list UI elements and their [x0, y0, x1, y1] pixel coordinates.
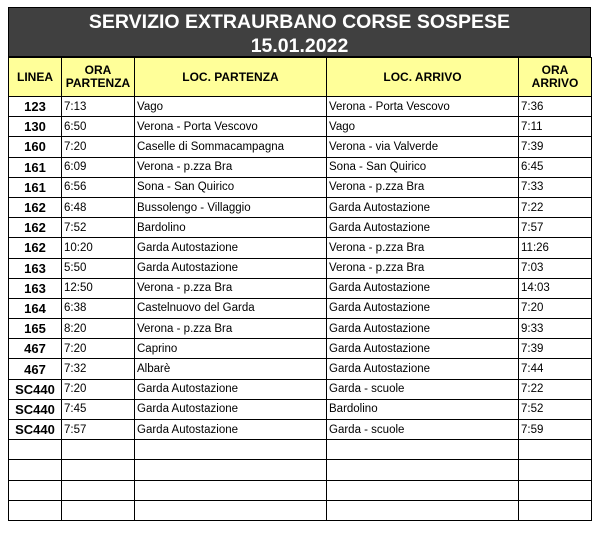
cell-linea: 164 — [9, 298, 62, 318]
cell-linea: 162 — [9, 197, 62, 217]
cell-loc-partenza: Sona - San Quirico — [135, 177, 327, 197]
table-row — [9, 238, 592, 258]
cell-ora-partenza: 7:32 — [62, 359, 135, 379]
cell-loc-arrivo: Verona - p.zza Bra — [327, 238, 519, 258]
cell-loc-arrivo: Garda Autostazione — [327, 339, 519, 359]
table-row — [9, 218, 592, 238]
cell-linea: 130 — [9, 117, 62, 137]
cell-ora-arrivo: 14:03 — [519, 278, 592, 298]
cell-loc-partenza: Garda Autostazione — [135, 420, 327, 440]
cell-ora-arrivo: 7:11 — [519, 117, 592, 137]
cell-linea: 123 — [9, 97, 62, 117]
cell-linea: 467 — [9, 339, 62, 359]
cell-ora-partenza: 7:13 — [62, 97, 135, 117]
cell-ora-partenza: 7:20 — [62, 379, 135, 399]
cell-loc-partenza — [135, 460, 327, 480]
cell-ora-arrivo: 7:03 — [519, 258, 592, 278]
cell-loc-partenza: Verona - Porta Vescovo — [135, 117, 327, 137]
header-ora-arrivo-line1: ORA — [541, 63, 569, 77]
cell-ora-partenza: 7:20 — [62, 339, 135, 359]
cell-ora-arrivo: 7:52 — [519, 399, 592, 419]
cell-loc-arrivo — [327, 440, 519, 460]
cell-ora-arrivo: 7:39 — [519, 137, 592, 157]
cell-loc-arrivo: Garda Autostazione — [327, 197, 519, 217]
table-row — [9, 197, 592, 217]
table-row — [9, 420, 592, 440]
cell-ora-arrivo: 6:45 — [519, 157, 592, 177]
cell-ora-arrivo — [519, 460, 592, 480]
cell-ora-partenza — [62, 460, 135, 480]
cell-ora-partenza: 7:20 — [62, 137, 135, 157]
cell-linea — [9, 500, 62, 520]
table-row — [9, 278, 592, 298]
header-ora-partenza-line2: PARTENZA — [65, 76, 131, 90]
title-date: 15.01.2022 — [250, 35, 349, 57]
cell-loc-partenza: Bardolino — [135, 218, 327, 238]
cell-linea: 163 — [9, 278, 62, 298]
cell-loc-arrivo: Garda Autostazione — [327, 359, 519, 379]
cell-loc-arrivo: Vago — [327, 117, 519, 137]
cell-loc-arrivo: Verona - via Valverde — [327, 137, 519, 157]
cell-loc-arrivo: Garda Autostazione — [327, 319, 519, 339]
cell-linea: SC440 — [9, 399, 62, 419]
cell-ora-partenza: 6:48 — [62, 197, 135, 217]
cell-ora-arrivo: 7:36 — [519, 97, 592, 117]
cell-ora-arrivo: 7:59 — [519, 420, 592, 440]
cell-loc-arrivo: Verona - Porta Vescovo — [327, 97, 519, 117]
cell-loc-partenza: Garda Autostazione — [135, 258, 327, 278]
cell-loc-partenza: Caprino — [135, 339, 327, 359]
cell-loc-partenza: Garda Autostazione — [135, 399, 327, 419]
cell-ora-partenza: 7:57 — [62, 420, 135, 440]
cell-ora-arrivo: 11:26 — [519, 238, 592, 258]
cell-loc-arrivo — [327, 460, 519, 480]
header-loc-arrivo: LOC. ARRIVO — [327, 58, 519, 97]
cell-ora-partenza — [62, 480, 135, 500]
cell-loc-partenza: Bussolengo - Villaggio — [135, 197, 327, 217]
table-row — [9, 137, 592, 157]
cell-linea: 467 — [9, 359, 62, 379]
cell-ora-partenza: 6:38 — [62, 298, 135, 318]
cell-ora-partenza: 6:50 — [62, 117, 135, 137]
cell-loc-arrivo: Garda Autostazione — [327, 278, 519, 298]
table-row — [9, 359, 592, 379]
cell-loc-arrivo: Garda - scuole — [327, 420, 519, 440]
cell-linea: 161 — [9, 177, 62, 197]
header-ora-partenza-line1: ORA — [84, 63, 112, 77]
cell-ora-partenza: 7:52 — [62, 218, 135, 238]
cell-loc-partenza: Garda Autostazione — [135, 379, 327, 399]
cell-loc-arrivo: Bardolino — [327, 399, 519, 419]
cell-loc-arrivo: Garda Autostazione — [327, 298, 519, 318]
table-row — [9, 460, 592, 480]
header-ora-arrivo — [519, 58, 592, 97]
title-line-1: SERVIZIO EXTRAURBANO CORSE SOSPESE — [88, 11, 511, 33]
cell-linea: 161 — [9, 157, 62, 177]
cell-ora-partenza: 10:20 — [62, 238, 135, 258]
table-row — [9, 379, 592, 399]
cell-ora-arrivo: 7:57 — [519, 218, 592, 238]
cell-loc-partenza: Garda Autostazione — [135, 238, 327, 258]
cell-ora-partenza — [62, 440, 135, 460]
cell-loc-partenza: Verona - p.zza Bra — [135, 278, 327, 298]
cell-loc-partenza: Verona - p.zza Bra — [135, 157, 327, 177]
cell-ora-partenza: 6:09 — [62, 157, 135, 177]
cell-linea: 163 — [9, 258, 62, 278]
cell-linea: 165 — [9, 319, 62, 339]
header-loc-partenza: LOC. PARTENZA — [135, 58, 327, 97]
cell-ora-partenza: 7:45 — [62, 399, 135, 419]
cell-loc-partenza: Verona - p.zza Bra — [135, 319, 327, 339]
cell-ora-arrivo: 7:33 — [519, 177, 592, 197]
cell-linea: 160 — [9, 137, 62, 157]
cell-loc-partenza: Albarè — [135, 359, 327, 379]
cell-loc-arrivo: Verona - p.zza Bra — [327, 177, 519, 197]
sheet-title — [8, 7, 591, 57]
cell-loc-partenza — [135, 500, 327, 520]
table-row — [9, 117, 592, 137]
cell-loc-partenza: Vago — [135, 97, 327, 117]
cell-loc-arrivo: Verona - p.zza Bra — [327, 258, 519, 278]
table-row — [9, 258, 592, 278]
cell-ora-arrivo — [519, 500, 592, 520]
cell-ora-arrivo: 9:33 — [519, 319, 592, 339]
table-row — [9, 500, 592, 520]
cell-loc-arrivo: Garda Autostazione — [327, 218, 519, 238]
table-row — [9, 480, 592, 500]
header-linea: LINEA — [9, 58, 62, 97]
header-ora-partenza — [62, 58, 135, 97]
table-row — [9, 97, 592, 117]
trips-table — [8, 57, 592, 521]
cell-ora-partenza: 5:50 — [62, 258, 135, 278]
header-ora-arrivo-line2: ARRIVO — [531, 76, 579, 90]
cell-linea: 162 — [9, 238, 62, 258]
cell-linea — [9, 460, 62, 480]
cell-loc-arrivo — [327, 480, 519, 500]
cell-loc-partenza: Caselle di Sommacampagna — [135, 137, 327, 157]
suspended-trips-sheet — [8, 7, 591, 521]
cell-ora-partenza: 8:20 — [62, 319, 135, 339]
cell-loc-partenza — [135, 480, 327, 500]
cell-ora-partenza — [62, 500, 135, 520]
cell-ora-arrivo: 7:44 — [519, 359, 592, 379]
table-row — [9, 157, 592, 177]
cell-ora-arrivo: 7:20 — [519, 298, 592, 318]
cell-linea: 162 — [9, 218, 62, 238]
cell-linea — [9, 480, 62, 500]
header-row — [9, 58, 592, 97]
cell-ora-arrivo — [519, 480, 592, 500]
table-row — [9, 177, 592, 197]
table-row — [9, 298, 592, 318]
cell-loc-arrivo: Sona - San Quirico — [327, 157, 519, 177]
cell-loc-partenza — [135, 440, 327, 460]
cell-ora-arrivo: 7:39 — [519, 339, 592, 359]
cell-linea: SC440 — [9, 420, 62, 440]
cell-ora-partenza: 12:50 — [62, 278, 135, 298]
cell-loc-partenza: Castelnuovo del Garda — [135, 298, 327, 318]
table-row — [9, 399, 592, 419]
table-row — [9, 339, 592, 359]
cell-linea: SC440 — [9, 379, 62, 399]
cell-ora-arrivo: 7:22 — [519, 379, 592, 399]
table-row — [9, 319, 592, 339]
table-row — [9, 440, 592, 460]
cell-ora-arrivo: 7:22 — [519, 197, 592, 217]
cell-linea — [9, 440, 62, 460]
cell-ora-partenza: 6:56 — [62, 177, 135, 197]
cell-ora-arrivo — [519, 440, 592, 460]
cell-loc-arrivo — [327, 500, 519, 520]
cell-loc-arrivo: Garda - scuole — [327, 379, 519, 399]
